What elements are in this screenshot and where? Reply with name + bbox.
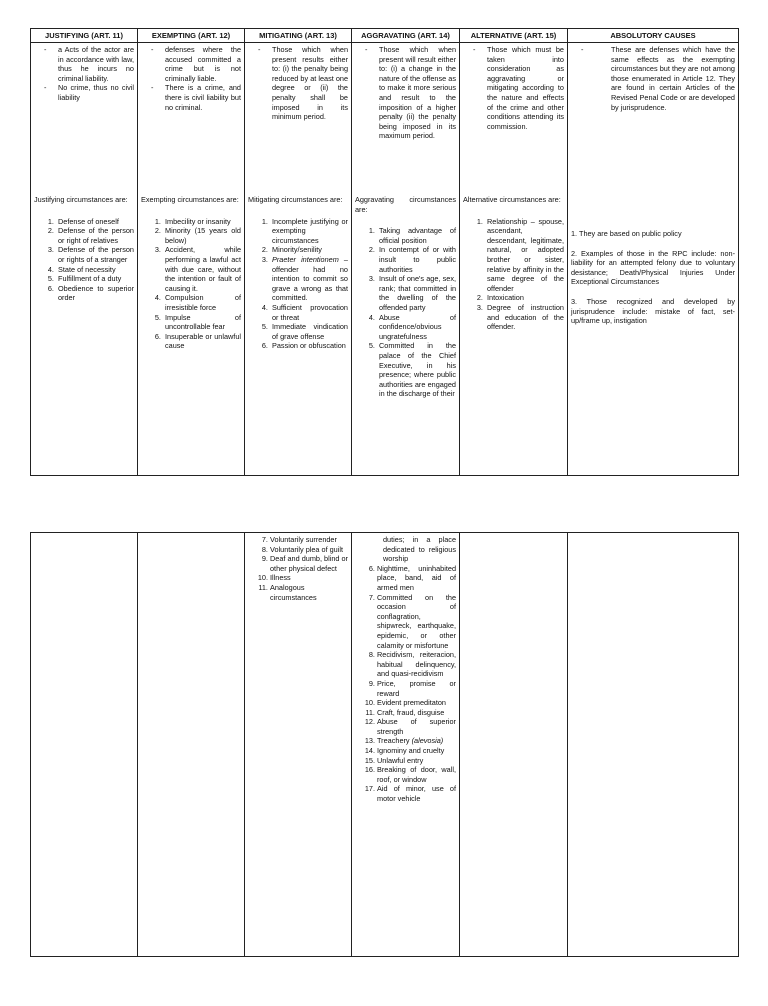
- justifying-cell-cont: [31, 533, 138, 957]
- aggravating-list: [355, 226, 456, 399]
- aggravating-continuation: duties; in a place dedicated to religious worship: [383, 535, 456, 564]
- aggravating-cell: [352, 43, 460, 476]
- absolutory-bullets: [571, 45, 735, 229]
- exempting-heading: Exempting circumstances are:: [141, 195, 239, 204]
- list-item: 2. Minority (15 years old below): [163, 226, 241, 245]
- list-item: 5. Impulse of uncontrollable fear: [163, 313, 241, 332]
- list-item: 2. Minority/senility: [270, 245, 348, 255]
- mitigating-list: [248, 217, 348, 351]
- list-item: 5. Committed in the palace of the Chief Executive, in his presence; where public authorities are engaged in the discharge of their: [377, 341, 456, 399]
- list-item: - No crime, thus no civil liability: [34, 83, 134, 102]
- list-item: - There is a crime, and there is civil liability but no criminal.: [141, 83, 241, 112]
- exempting-cell-cont: [138, 533, 245, 957]
- list-item: [377, 736, 456, 746]
- list-item: 4. State of necessity: [56, 265, 134, 275]
- aggravating-list-cont: [355, 564, 456, 804]
- list-item: - Those which must be taken into consideration as aggravating or mitigating according to the nature and effects of the crime and other conditions attending its commission.: [463, 45, 564, 131]
- list-item: 10. Evident premeditaton: [377, 698, 456, 708]
- list-item: 5. Immediate vindication of grave offense: [270, 322, 348, 341]
- header-exempting: EXEMPTING (ART. 12): [138, 29, 245, 43]
- list-item: 12. Abuse of superior strength: [377, 717, 456, 736]
- header-alternative: ALTERNATIVE (ART. 15): [460, 29, 568, 43]
- treachery-label: Treachery: [377, 736, 410, 746]
- list-item: - a Acts of the actor are in accordance with law, thus he incurs no criminal liability.: [34, 45, 134, 83]
- aggravating-cell-cont: [352, 533, 460, 957]
- header-mitigating: MITIGATING (ART. 13): [245, 29, 352, 43]
- list-item: 6. Insuperable or unlawful cause: [163, 332, 241, 351]
- list-item: 2. Intoxication: [485, 293, 564, 303]
- justifying-bullets: [34, 45, 134, 195]
- list-item: 1. Imbecility or insanity: [163, 217, 241, 227]
- list-item: 6. Obedience to superior order: [56, 284, 134, 303]
- list-item: 2. Defense of the person or right of relatives: [56, 226, 134, 245]
- list-item: 15. Unlawful entry: [377, 756, 456, 766]
- praeter-intentionem-term: Praeter intentionem: [272, 254, 339, 264]
- mitigating-bullets: [248, 45, 348, 195]
- list-item: [270, 255, 348, 303]
- list-item: 8. Recidivism, reiteracion, habitual delinquency, and quasi-recidivism: [377, 650, 456, 679]
- list-item: 16. Breaking of door, wall, roof, or window: [377, 765, 456, 784]
- list-item: - Those which when present results either to: (i) the penalty being reduced by at least one degree or (ii) the penalty shall be imposed in its minimum period.: [248, 45, 348, 122]
- absolutory-cell-cont: [568, 533, 739, 957]
- list-item: 6. Passion or obfuscation: [270, 341, 348, 351]
- exempting-cell: [138, 43, 245, 476]
- list-item: 17. Aid of minor, use of motor vehicle: [377, 784, 456, 803]
- absolutory-paragraph-3: 3. Those recognized and developed by jurisprudence include: mistake of fact, set-up/frame up, instigation: [571, 296, 735, 326]
- list-item: - Those which when present will result either to: (i) a change in the nature of the offense as to make it more serious and result to the imposition of a higher penalty (ii) the penalty being imposed in its maximum period.: [355, 45, 456, 141]
- list-item: 3. Defense of the person or rights of a stranger: [56, 245, 134, 264]
- header-aggravating: AGGRAVATING (ART. 14): [352, 29, 460, 43]
- absolutory-paragraph-2: 2. Examples of those in the RPC include: non-liability for an attempted felony due to voluntary desistance; Death/Physical Injuries Under Exceptional Circumstances: [571, 248, 735, 287]
- list-item: 8. Voluntarily plea of guilt: [270, 545, 348, 555]
- list-item: 1. Defense of oneself: [56, 217, 134, 227]
- list-item: 1. Taking advantage of official position: [377, 226, 456, 245]
- list-item: 1. Incomplete justifying or exempting circumstances: [270, 217, 348, 246]
- list-item: 2. In contempt of or with insult to public authorities: [377, 245, 456, 274]
- header-justifying: JUSTIFYING (ART. 11): [31, 29, 138, 43]
- alternative-heading: Alternative circumstances are:: [463, 195, 561, 204]
- list-item: 5. Fulfillment of a duty: [56, 274, 134, 284]
- header-absolutory: ABSOLUTORY CAUSES: [568, 29, 739, 43]
- list-item: 3. Degree of instruction and education of the offender.: [485, 303, 564, 332]
- alternative-bullets: [463, 45, 564, 195]
- list-item: 14. Ignominy and cruelty: [377, 746, 456, 756]
- mitigating-list-cont: [248, 535, 348, 602]
- list-item: 6. Nighttime, uninhabited place, band, aid of armed men: [377, 564, 456, 593]
- list-item: 7. Voluntarily surrender: [270, 535, 348, 545]
- alternative-cell: [460, 43, 568, 476]
- justifying-heading: Justifying circumstances are:: [34, 195, 128, 204]
- circumstances-table-page1: [30, 28, 739, 476]
- content-row: [31, 43, 739, 476]
- list-item: 1. Relationship – spouse, ascendant, descendant, legitimate, natural, or adopted brother or sister, relative by affinity in the same degree of the offender: [485, 217, 564, 294]
- justifying-cell: [31, 43, 138, 476]
- list-item: 3. Insult of one's age, sex, rank; that committed in the dwelling of the offended party: [377, 274, 456, 312]
- mitigating-cell-cont: [245, 533, 352, 957]
- list-item: 7. Committed on the occasion of conflagration, shipwreck, earthquake, epidemic, or other calamity or misfortune: [377, 593, 456, 651]
- alternative-cell-cont: [460, 533, 568, 957]
- aggravating-heading: Aggravating circumstances are:: [355, 195, 456, 214]
- mitigating-heading: Mitigating circumstances are:: [248, 195, 343, 204]
- exempting-list: [141, 217, 241, 351]
- list-item: 10. Illness: [270, 573, 348, 583]
- alternative-list: [463, 217, 564, 332]
- list-item: 3. Accident, while performing a lawful act with due care, without the intention or fault of causing it.: [163, 245, 241, 293]
- circumstances-table-page2: [30, 532, 739, 957]
- praeter-intentionem-text: – offender had no intention to commit so grave a wrong as that committed.: [272, 254, 348, 303]
- list-item: 4. Sufficient provocation or threat: [270, 303, 348, 322]
- mitigating-cell: [245, 43, 352, 476]
- list-item: 4. Compulsion of irresistible force: [163, 293, 241, 312]
- treachery-term: (alevosia): [411, 736, 444, 746]
- list-item: - These are defenses which have the same effects as the exempting circumstances but they are not among those enumerated in Article 12. They are found in certain Articles of the Revised Penal Code or are developed by jurisprudence.: [571, 45, 735, 112]
- aggravating-bullets: [355, 45, 456, 195]
- list-item: 11. Craft, fraud, disguise: [377, 708, 456, 718]
- list-item: - defenses where the accused committed a crime but is not criminally liable.: [141, 45, 241, 83]
- header-row: [31, 29, 739, 43]
- list-item: 9. Price, promise or reward: [377, 679, 456, 698]
- list-item: 4. Abuse of confidence/obvious ungratefulness: [377, 313, 456, 342]
- continuation-row: [31, 533, 739, 957]
- exempting-bullets: [141, 45, 241, 195]
- absolutory-paragraph-1: 1. They are based on public policy: [571, 229, 682, 238]
- list-item: 9. Deaf and dumb, blind or other physical defect: [270, 554, 348, 573]
- absolutory-cell: [568, 43, 739, 476]
- list-item: 11. Analogous circumstances: [270, 583, 348, 602]
- justifying-list: [34, 217, 134, 303]
